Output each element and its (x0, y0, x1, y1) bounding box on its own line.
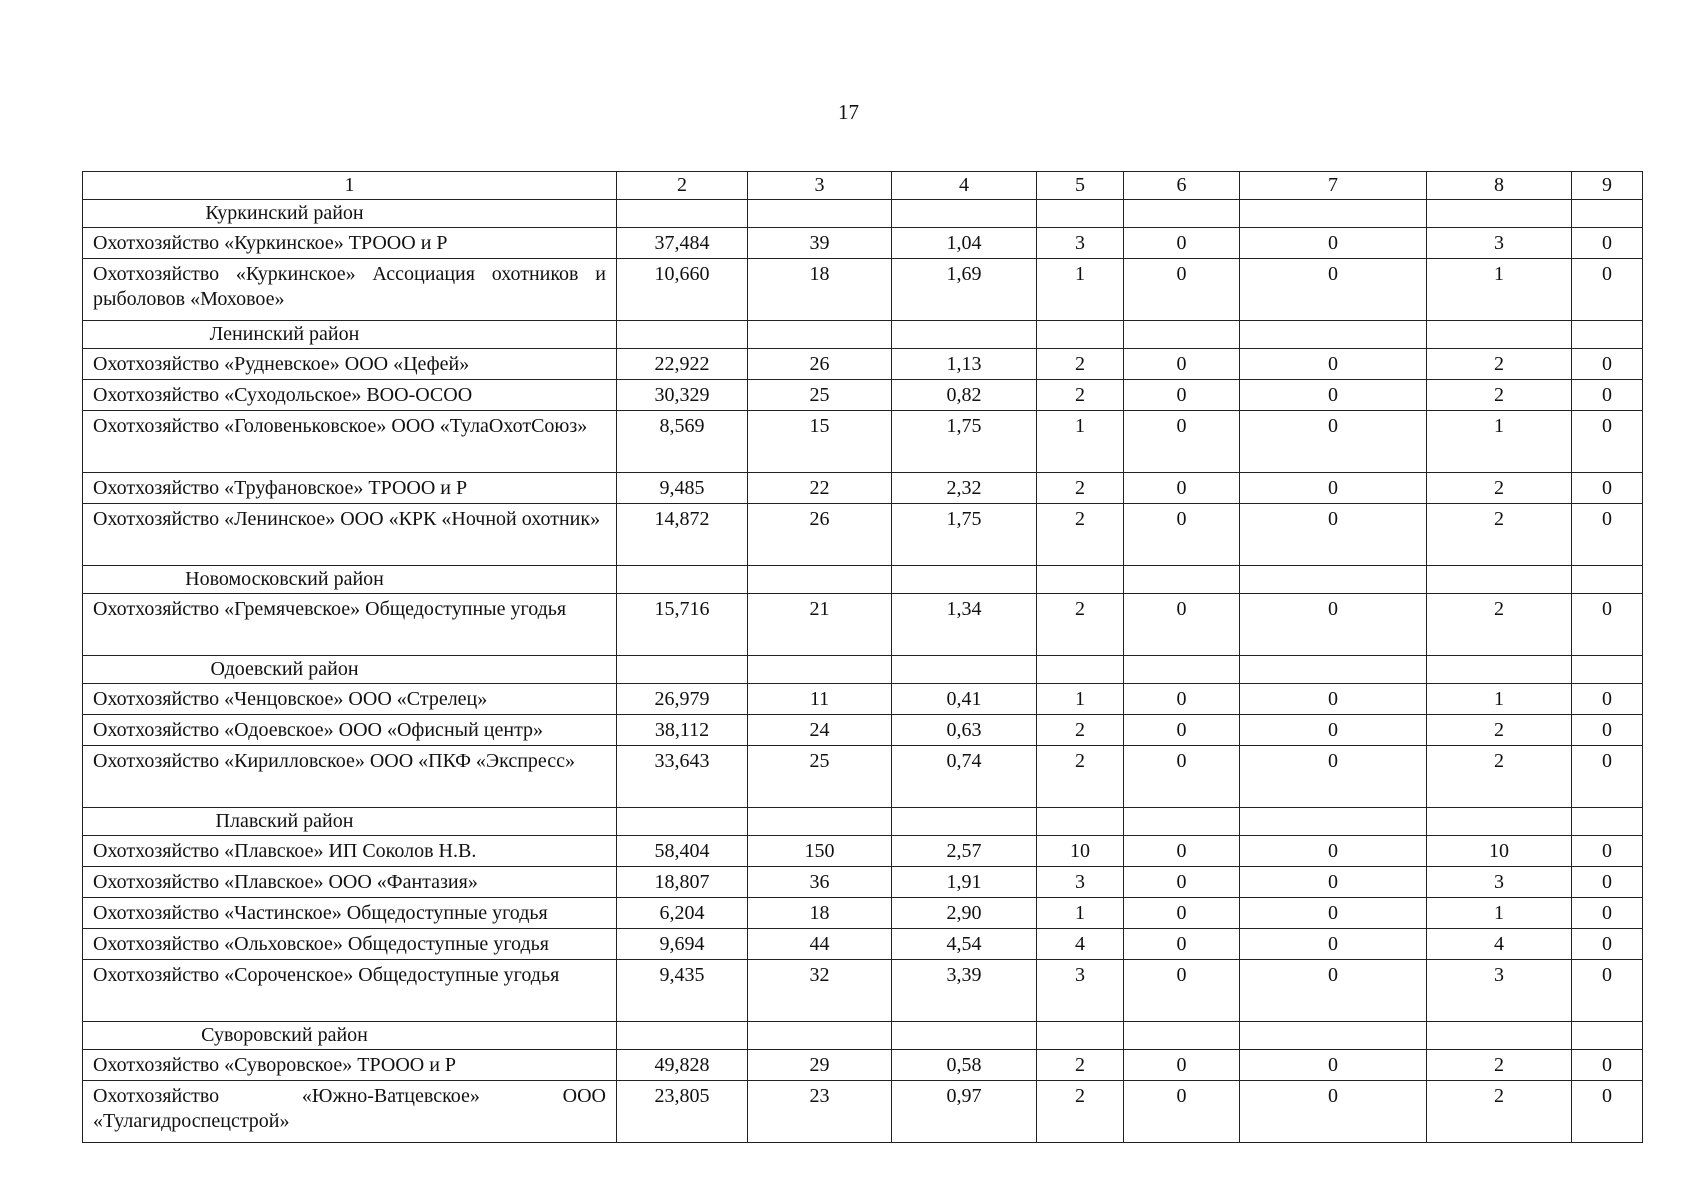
table-cell: 18 (748, 259, 892, 321)
empty-cell (617, 1022, 748, 1050)
table-body (83, 172, 1643, 1143)
empty-cell (1037, 808, 1124, 836)
table-cell: 0 (1240, 715, 1427, 746)
hunting-ground-name: Охотхозяйство «Плавское» ООО «Фантазия» (83, 867, 617, 898)
table-cell: 0 (1124, 594, 1240, 656)
table-row (83, 411, 1643, 473)
table-cell: 3 (1427, 228, 1572, 259)
hunting-ground-name: Охотхозяйство «Ченцовское» ООО «Стрелец» (83, 684, 617, 715)
column-header: 5 (1037, 172, 1124, 200)
empty-cell (617, 808, 748, 836)
table-cell: 0 (1240, 684, 1427, 715)
table-row (83, 867, 1643, 898)
table-cell: 0 (1572, 380, 1643, 411)
table-cell: 0 (1572, 594, 1643, 656)
table-cell: 24 (748, 715, 892, 746)
table-cell: 0 (1240, 504, 1427, 566)
table-cell: 0 (1240, 1050, 1427, 1081)
table-cell: 2 (1427, 473, 1572, 504)
table-row (83, 594, 1643, 656)
table-cell: 0 (1240, 380, 1427, 411)
table-cell: 0 (1124, 411, 1240, 473)
column-header: 9 (1572, 172, 1643, 200)
table-cell: 44 (748, 929, 892, 960)
table-cell: 10 (1427, 836, 1572, 867)
table-cell: 30,329 (617, 380, 748, 411)
empty-cell (617, 321, 748, 349)
table-cell: 0 (1240, 411, 1427, 473)
empty-cell (1124, 566, 1240, 594)
table-cell: 9,694 (617, 929, 748, 960)
empty-cell (1427, 808, 1572, 836)
district-name: Ленинский район (83, 321, 617, 349)
hunting-ground-name: Охотхозяйство «Головеньковское» ООО «ТулаОхотСоюз» (83, 411, 617, 473)
table-cell: 2 (1427, 594, 1572, 656)
column-header: 4 (892, 172, 1037, 200)
district-name: Куркинский район (83, 200, 617, 228)
hunting-ground-name: Охотхозяйство «Одоевское» ООО «Офисный центр» (83, 715, 617, 746)
table-cell: 1,75 (892, 411, 1037, 473)
table-cell: 2 (1427, 715, 1572, 746)
table-cell: 0 (1572, 349, 1643, 380)
empty-cell (892, 566, 1037, 594)
empty-cell (892, 656, 1037, 684)
empty-cell (1572, 1022, 1643, 1050)
table-cell: 3 (1037, 867, 1124, 898)
empty-cell (748, 566, 892, 594)
table-cell: 1 (1427, 259, 1572, 321)
table-cell: 2 (1037, 594, 1124, 656)
table-cell: 0 (1240, 960, 1427, 1022)
table-cell: 23,805 (617, 1081, 748, 1143)
table-cell: 15,716 (617, 594, 748, 656)
table-cell: 8,569 (617, 411, 748, 473)
table-cell: 0 (1240, 1081, 1427, 1143)
table-cell: 0 (1124, 715, 1240, 746)
table-cell: 33,643 (617, 746, 748, 808)
table-cell: 0 (1572, 715, 1643, 746)
table-cell: 0 (1124, 684, 1240, 715)
empty-cell (1572, 321, 1643, 349)
table-row (83, 684, 1643, 715)
empty-cell (1124, 1022, 1240, 1050)
table-cell: 18 (748, 898, 892, 929)
table-cell: 2 (1037, 1081, 1124, 1143)
table-cell: 4,54 (892, 929, 1037, 960)
table-cell: 4 (1037, 929, 1124, 960)
table-cell: 38,112 (617, 715, 748, 746)
table-cell: 2 (1427, 1081, 1572, 1143)
hunting-ground-name: Охотхозяйство «Куркинское» ТРООО и Р (83, 228, 617, 259)
table-cell: 0 (1572, 929, 1643, 960)
table-cell: 37,484 (617, 228, 748, 259)
table-row (83, 1081, 1643, 1143)
table-row (83, 473, 1643, 504)
table-cell: 0 (1124, 349, 1240, 380)
empty-cell (1037, 1022, 1124, 1050)
table-cell: 0 (1124, 929, 1240, 960)
district-row (83, 808, 1643, 836)
empty-cell (617, 656, 748, 684)
table-cell: 1 (1427, 411, 1572, 473)
table-cell: 0 (1240, 473, 1427, 504)
table-row (83, 1050, 1643, 1081)
empty-cell (748, 200, 892, 228)
empty-cell (1124, 808, 1240, 836)
table-cell: 58,404 (617, 836, 748, 867)
table-cell: 0 (1124, 473, 1240, 504)
table-cell: 0 (1240, 898, 1427, 929)
table-cell: 9,485 (617, 473, 748, 504)
empty-cell (748, 808, 892, 836)
table-cell: 1,91 (892, 867, 1037, 898)
table-cell: 10,660 (617, 259, 748, 321)
table-cell: 1,13 (892, 349, 1037, 380)
table-cell: 0 (1572, 1081, 1643, 1143)
table-cell: 2 (1037, 746, 1124, 808)
table-cell: 2,32 (892, 473, 1037, 504)
table-cell: 3,39 (892, 960, 1037, 1022)
hunting-ground-name: Охотхозяйство «Труфановское» ТРООО и Р (83, 473, 617, 504)
empty-cell (1037, 566, 1124, 594)
table-cell: 49,828 (617, 1050, 748, 1081)
hunting-ground-name: Охотхозяйство «Рудневское» ООО «Цефей» (83, 349, 617, 380)
table-cell: 2 (1037, 473, 1124, 504)
hunting-grounds-table (82, 171, 1643, 1143)
table-cell: 0 (1240, 836, 1427, 867)
district-row (83, 321, 1643, 349)
table-cell: 2 (1427, 1050, 1572, 1081)
table-row (83, 746, 1643, 808)
table-cell: 4 (1427, 929, 1572, 960)
table-cell: 0 (1572, 898, 1643, 929)
table-cell: 0 (1124, 867, 1240, 898)
district-name: Одоевский район (83, 656, 617, 684)
hunting-ground-name: Охотхозяйство «Суходольское» ВОО-ОСОО (83, 380, 617, 411)
empty-cell (1240, 808, 1427, 836)
empty-cell (1572, 566, 1643, 594)
table-cell: 0 (1124, 380, 1240, 411)
district-row (83, 656, 1643, 684)
table-cell: 1,75 (892, 504, 1037, 566)
table-cell: 3 (1037, 228, 1124, 259)
empty-cell (1427, 1022, 1572, 1050)
table-cell: 0,58 (892, 1050, 1037, 1081)
table-row (83, 715, 1643, 746)
table-row (83, 836, 1643, 867)
empty-cell (748, 1022, 892, 1050)
column-header: 8 (1427, 172, 1572, 200)
hunting-ground-name: Охотхозяйство «Куркинское» Ассоциация охотников и рыболовов «Моховое» (83, 259, 617, 321)
empty-cell (1124, 321, 1240, 349)
table-cell: 0 (1124, 228, 1240, 259)
hunting-ground-name: Охотхозяйство «Частинское» Общедоступные угодья (83, 898, 617, 929)
table-cell: 0 (1124, 1081, 1240, 1143)
empty-cell (1037, 321, 1124, 349)
column-header: 1 (83, 172, 617, 200)
empty-cell (617, 200, 748, 228)
table-cell: 0,63 (892, 715, 1037, 746)
table-cell: 2 (1037, 1050, 1124, 1081)
empty-cell (1240, 656, 1427, 684)
table-cell: 25 (748, 746, 892, 808)
table-cell: 0,82 (892, 380, 1037, 411)
table-cell: 150 (748, 836, 892, 867)
table-cell: 0 (1572, 867, 1643, 898)
empty-cell (748, 321, 892, 349)
table-cell: 0 (1572, 1050, 1643, 1081)
table-cell: 0 (1240, 228, 1427, 259)
table-cell: 10 (1037, 836, 1124, 867)
empty-cell (1037, 656, 1124, 684)
table-cell: 2 (1427, 746, 1572, 808)
table-cell: 1,04 (892, 228, 1037, 259)
table-cell: 0,74 (892, 746, 1037, 808)
empty-cell (617, 566, 748, 594)
table-row (83, 259, 1643, 321)
table-cell: 23 (748, 1081, 892, 1143)
empty-cell (892, 808, 1037, 836)
empty-cell (1427, 656, 1572, 684)
table-row (83, 228, 1643, 259)
table-cell: 2 (1427, 380, 1572, 411)
empty-cell (892, 1022, 1037, 1050)
table-cell: 1 (1037, 259, 1124, 321)
table-cell: 0 (1124, 504, 1240, 566)
table-cell: 32 (748, 960, 892, 1022)
table-cell: 1 (1427, 898, 1572, 929)
table-cell: 0 (1572, 504, 1643, 566)
hunting-ground-name: Охотхозяйство «Ленинское» ООО «КРК «Ночной охотник» (83, 504, 617, 566)
table-cell: 0 (1124, 259, 1240, 321)
empty-cell (1124, 656, 1240, 684)
table-cell: 2,57 (892, 836, 1037, 867)
page-number: 17 (838, 100, 859, 124)
table-cell: 0 (1124, 1050, 1240, 1081)
table-cell: 3 (1427, 867, 1572, 898)
table-cell: 0 (1240, 594, 1427, 656)
table-cell: 26 (748, 349, 892, 380)
hunting-ground-name: Охотхозяйство «Суворовское» ТРООО и Р (83, 1050, 617, 1081)
table-cell: 0,97 (892, 1081, 1037, 1143)
table-cell: 1 (1037, 684, 1124, 715)
table-cell: 9,435 (617, 960, 748, 1022)
table-cell: 2 (1037, 380, 1124, 411)
empty-cell (1240, 566, 1427, 594)
column-header: 2 (617, 172, 748, 200)
table-cell: 1 (1427, 684, 1572, 715)
table-row (83, 349, 1643, 380)
table-cell: 36 (748, 867, 892, 898)
table-cell: 0 (1124, 836, 1240, 867)
empty-cell (1240, 1022, 1427, 1050)
hunting-ground-name: Охотхозяйство «Гремячевское» Общедоступные угодья (83, 594, 617, 656)
empty-cell (1427, 566, 1572, 594)
table-cell: 0 (1240, 867, 1427, 898)
table-cell: 2 (1037, 715, 1124, 746)
table-cell: 0 (1240, 929, 1427, 960)
table-cell: 3 (1427, 960, 1572, 1022)
hunting-ground-name: Охотхозяйство «Кирилловское» ООО «ПКФ «Экспресс» (83, 746, 617, 808)
table-cell: 22,922 (617, 349, 748, 380)
table-row (83, 898, 1643, 929)
table-row (83, 380, 1643, 411)
hunting-ground-name: Охотхозяйство «Ольховское» Общедоступные угодья (83, 929, 617, 960)
empty-cell (892, 200, 1037, 228)
empty-cell (1240, 321, 1427, 349)
empty-cell (748, 656, 892, 684)
table-cell: 39 (748, 228, 892, 259)
empty-cell (1124, 200, 1240, 228)
column-header: 6 (1124, 172, 1240, 200)
district-row (83, 566, 1643, 594)
table-cell: 0 (1572, 836, 1643, 867)
table-cell: 29 (748, 1050, 892, 1081)
hunting-ground-name: Охотхозяйство «Плавское» ИП Соколов Н.В. (83, 836, 617, 867)
district-name: Плавский район (83, 808, 617, 836)
table-cell: 1 (1037, 411, 1124, 473)
hunting-ground-name: Охотхозяйство «Южно-Ватцевское» ООО «Тулагидроспецстрой» (83, 1081, 617, 1143)
table-cell: 0 (1240, 259, 1427, 321)
table-cell: 11 (748, 684, 892, 715)
empty-cell (1037, 200, 1124, 228)
table-cell: 0 (1572, 746, 1643, 808)
table-cell: 1,69 (892, 259, 1037, 321)
table-cell: 6,204 (617, 898, 748, 929)
table-cell: 3 (1037, 960, 1124, 1022)
table-cell: 26,979 (617, 684, 748, 715)
table-cell: 22 (748, 473, 892, 504)
district-name: Суворовский район (83, 1022, 617, 1050)
table-cell: 0 (1572, 684, 1643, 715)
empty-cell (1427, 200, 1572, 228)
empty-cell (892, 321, 1037, 349)
district-row (83, 1022, 1643, 1050)
column-header: 3 (748, 172, 892, 200)
table-cell: 0 (1572, 473, 1643, 504)
table-cell: 21 (748, 594, 892, 656)
column-number-row (83, 172, 1643, 200)
empty-cell (1240, 200, 1427, 228)
empty-cell (1427, 321, 1572, 349)
table-cell: 26 (748, 504, 892, 566)
table-cell: 2 (1427, 349, 1572, 380)
empty-cell (1572, 656, 1643, 684)
table-cell: 0 (1572, 259, 1643, 321)
table-cell: 18,807 (617, 867, 748, 898)
table-cell: 2 (1427, 504, 1572, 566)
table-cell: 2,90 (892, 898, 1037, 929)
table-cell: 0 (1240, 349, 1427, 380)
district-name: Новомосковский район (83, 566, 617, 594)
table-cell: 25 (748, 380, 892, 411)
table-cell: 0 (1572, 411, 1643, 473)
table-cell: 1 (1037, 898, 1124, 929)
table-cell: 15 (748, 411, 892, 473)
table-cell: 0 (1124, 898, 1240, 929)
table-row (83, 960, 1643, 1022)
table-cell: 0 (1124, 746, 1240, 808)
table-row (83, 929, 1643, 960)
table-cell: 2 (1037, 504, 1124, 566)
table-row (83, 504, 1643, 566)
empty-cell (1572, 200, 1643, 228)
district-row (83, 200, 1643, 228)
table-cell: 0 (1124, 960, 1240, 1022)
table-cell: 0 (1240, 746, 1427, 808)
hunting-ground-name: Охотхозяйство «Сороченское» Общедоступные угодья (83, 960, 617, 1022)
table-cell: 0 (1572, 960, 1643, 1022)
empty-cell (1572, 808, 1643, 836)
table-cell: 1,34 (892, 594, 1037, 656)
table-cell: 0 (1572, 228, 1643, 259)
table-cell: 0,41 (892, 684, 1037, 715)
table-cell: 14,872 (617, 504, 748, 566)
table-cell: 2 (1037, 349, 1124, 380)
column-header: 7 (1240, 172, 1427, 200)
